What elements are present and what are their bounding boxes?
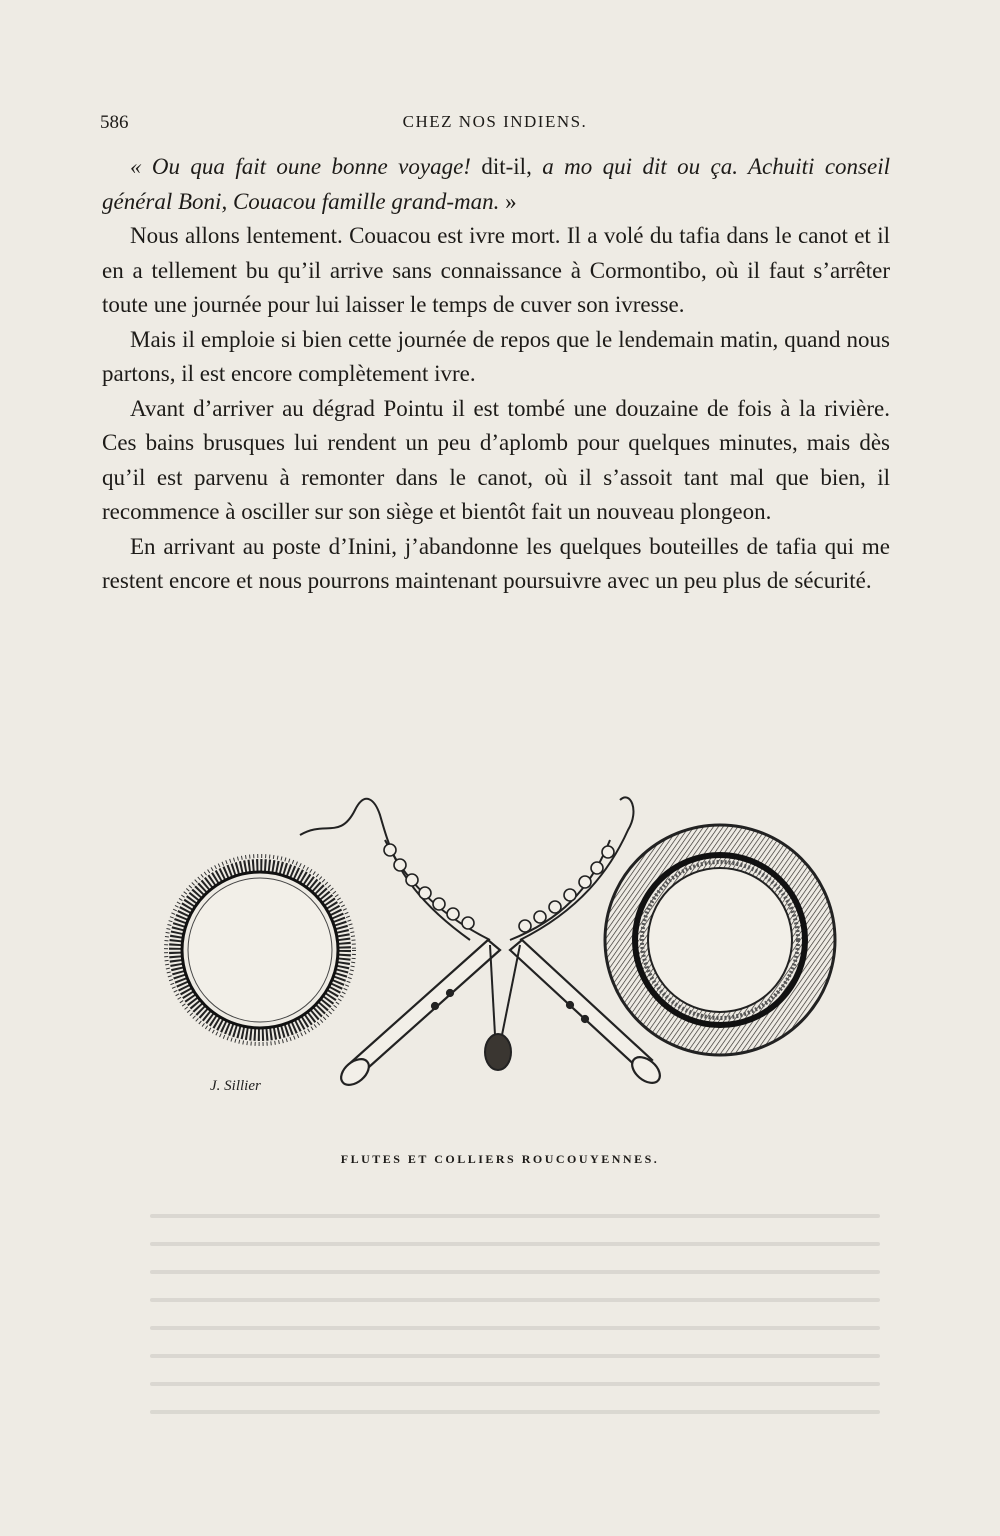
- body-text: [102, 150, 890, 599]
- quote-close: »: [499, 188, 517, 214]
- engraver-signature: J. Sillier: [210, 1078, 261, 1094]
- engraving-illustration: [150, 780, 870, 1110]
- paragraph-4: Avant d’arriver au dégrad Pointu il est tombé une douzaine de fois à la rivière. Ces bains brusques lui rendent un peu d’aplomb pour quelques minutes, mais dès qu’il est parvenu à remonter dans le canot, où il s’assoit tant mal que bien, il recommence à osciller sur son siège et bientôt fait un nouveau plongeon.: [102, 395, 890, 524]
- quote-interjection: dit-il,: [470, 154, 543, 179]
- quote-part-2: a mo qui dit ou ça. Achuiti conseil général Boni, Couacou famille grand-man.: [102, 154, 890, 214]
- paragraph-5: En arrivant au poste d’Inini, j’abandonne les quelques bouteilles de tafia qui me restent encore et nous pourrons maintenant poursuivre avec un peu plus de sécurité.: [102, 533, 890, 593]
- show-through-texture: [150, 1190, 880, 1450]
- left-feather-ring: [166, 856, 354, 1044]
- page-header: [100, 112, 890, 142]
- running-head: CHEZ NOS INDIENS.: [402, 112, 588, 131]
- paragraph-3: Mais il emploie si bien cette journée de repos que le lendemain matin, quand nous partons, il est encore complètement ivre.: [102, 326, 890, 386]
- right-feather-ring: [605, 825, 835, 1055]
- paragraph-2: Nous allons lentement. Couacou est ivre mort. Il a volé du tafia dans le canot et il en a tellement bu qu’il arrive sans connaissance à Cormontibo, où il faut s’arrêter toute une journée pour lui laisser le temps de cuver son ivresse.: [102, 223, 890, 317]
- pendant: [485, 945, 520, 1070]
- quote-part-1: « Ou qua fait oune bonne voyage!: [130, 154, 471, 179]
- page-number: 586: [100, 112, 129, 133]
- paragraph-dialogue: [102, 150, 890, 219]
- figure-caption: FLUTES ET COLLIERS ROUCOUYENNES.: [340, 1152, 660, 1166]
